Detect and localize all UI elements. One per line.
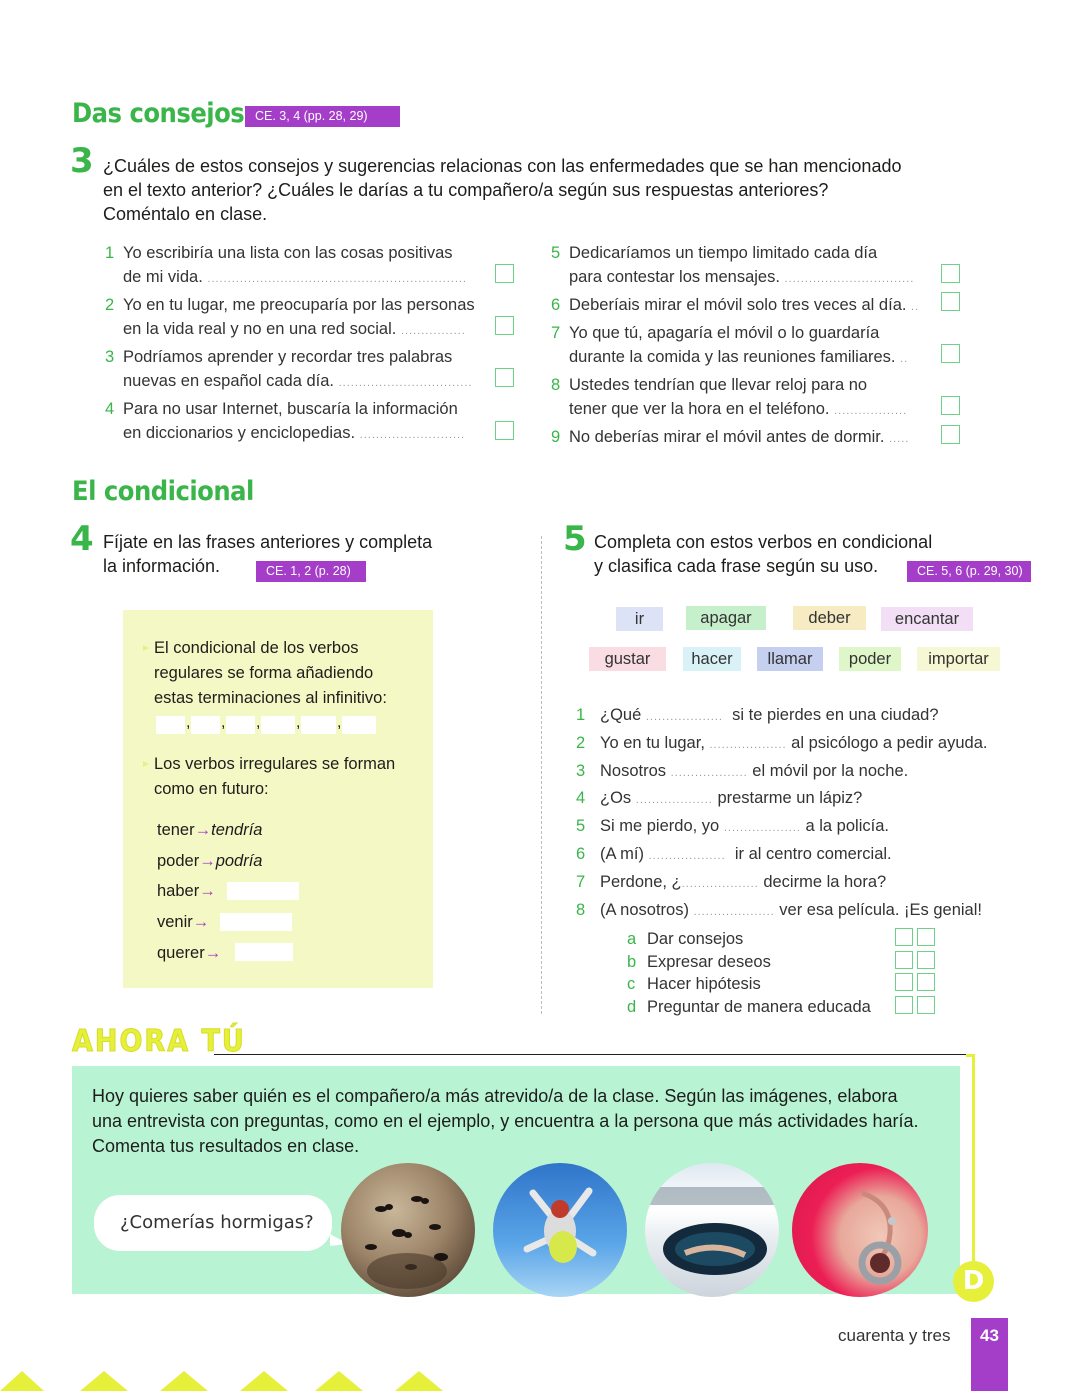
use-list bbox=[627, 928, 897, 1018]
verb-row: poder→podría bbox=[157, 852, 263, 870]
ice-swim-photo bbox=[645, 1163, 779, 1297]
verb-chip-gustar: gustar bbox=[589, 647, 666, 671]
speech-bubble: ¿Comerías hormigas? bbox=[94, 1195, 332, 1251]
ce-badge-4: CE. 1, 2 (p. 28) bbox=[256, 561, 366, 582]
verb-blank-haber[interactable] bbox=[227, 882, 299, 900]
use-item: c Hacer hipótesis bbox=[627, 975, 761, 994]
verb-row: haber→ bbox=[157, 882, 216, 900]
sentence: 1 ¿Qué ................... si te pierdes en una ciudad? bbox=[576, 706, 939, 724]
checkbox-2[interactable] bbox=[495, 316, 514, 335]
arrow-icon: → bbox=[194, 821, 212, 839]
grammar-box: ► El condicional de los verbos regulares se forma añadiendo estas terminaciones al infinitivo: , , , , , ► Los verbos irregulares se forman como en futuro: tener→tendría poder→podría haber→ venir→ querer→ bbox=[123, 610, 433, 988]
ahora-instructions: Hoy quieres saber quién es el compañero/a más atrevido/a de la clase. Según las imágenes, elabora una entrevista con preguntas, como en el ejemplo, y encuentra a la persona que más actividades haría. Comenta tus resultados en clase. bbox=[92, 1086, 919, 1156]
list-item: 7 Yo que tú, apagaría el móvil o lo guardaría durante la comida y las reuniones familiares. .. bbox=[551, 324, 909, 366]
use-item: d Preguntar de manera educada bbox=[627, 997, 871, 1016]
ahora-underline bbox=[214, 1054, 975, 1055]
verb-chip-importar: importar bbox=[917, 647, 1000, 671]
use-item: b Expresar deseos bbox=[627, 952, 771, 971]
verb-row: tener→tendría bbox=[157, 821, 263, 839]
checkbox-8[interactable] bbox=[941, 396, 960, 415]
unit-letter-badge: D bbox=[953, 1261, 994, 1302]
use-c-box-2[interactable] bbox=[917, 973, 935, 991]
use-b-box-1[interactable] bbox=[895, 951, 913, 969]
sentence: 2 Yo en tu lugar, ................... al psicólogo a pedir ayuda. bbox=[576, 733, 988, 752]
list-item: 8 Ustedes tendrían que llevar reloj para no tener que ver la hora en el teléfono. .................. bbox=[551, 376, 908, 418]
list-item: 6 Deberíais mirar el móvil solo tres veces al día. .. bbox=[551, 296, 920, 314]
piercing-photo bbox=[792, 1163, 928, 1297]
grammar-rule-regular: El condicional de los verbos regulares se forma añadiendo estas terminaciones al infinitivo: bbox=[154, 639, 387, 707]
decorative-triangles bbox=[0, 1371, 480, 1391]
list-item: 2 Yo en tu lugar, me preocuparía por las personas en la vida real y no en una red social. ................ bbox=[105, 296, 475, 338]
verb-chip-apagar: apagar bbox=[686, 606, 766, 630]
arrow-icon: → bbox=[192, 913, 210, 931]
use-d-box-2[interactable] bbox=[917, 996, 935, 1014]
exercise-number-4: 4 bbox=[70, 519, 94, 559]
checkbox-6[interactable] bbox=[941, 292, 960, 311]
ending-blank-1[interactable] bbox=[156, 716, 185, 734]
use-d-box-1[interactable] bbox=[895, 996, 913, 1014]
checkbox-5[interactable] bbox=[941, 264, 960, 283]
checkbox-7[interactable] bbox=[941, 344, 960, 363]
verb-blank-querer[interactable] bbox=[235, 943, 293, 961]
arrow-icon: → bbox=[204, 944, 222, 962]
verb-chip-poder: poder bbox=[839, 647, 901, 671]
arrow-icon: → bbox=[199, 852, 216, 870]
bullet-icon: ► bbox=[141, 643, 151, 654]
verb-chip-encantar: encantar bbox=[881, 607, 973, 631]
exercise-3-instruction: ¿Cuáles de estos consejos y sugerencias relacionas con las enfermedades que se han mencionado en el texto anterior? ¿Cuáles le darías a tu compañero/a según sus respuestas anteriores? Coméntalo en clase. bbox=[103, 156, 902, 224]
sentence: 8 (A nosotros) .................... ver esa película. ¡Es genial! bbox=[576, 900, 982, 919]
checkbox-9[interactable] bbox=[941, 425, 960, 444]
section-title-condicional: El condicional bbox=[72, 476, 254, 507]
ending-blank-4[interactable] bbox=[261, 716, 295, 734]
exercise-5-instruction: Completa con estos verbos en condicional y clasifica cada frase según su uso. bbox=[594, 532, 933, 576]
ce-badge-5: CE. 5, 6 (p. 29, 30) bbox=[907, 561, 1031, 582]
list-item: 4 Para no usar Internet, buscaría la información en diccionarios y enciclopedias. .......................... bbox=[105, 400, 466, 442]
grammar-rule-irregular: Los verbos irregulares se forman como en futuro: bbox=[154, 755, 396, 798]
list-item: 9 No deberías mirar el móvil antes de dormir. ..... bbox=[551, 428, 910, 446]
page-number: 43 bbox=[971, 1318, 1008, 1391]
exercise-number-3: 3 bbox=[70, 141, 94, 181]
section-title-consejos: Das consejos bbox=[72, 98, 245, 129]
bullet-icon: ► bbox=[141, 759, 151, 770]
checkbox-3[interactable] bbox=[495, 368, 514, 387]
ahora-frame bbox=[966, 1054, 975, 1294]
sentence: 5 Si me pierdo, yo ................... a la policía. bbox=[576, 817, 889, 836]
checkbox-4[interactable] bbox=[495, 421, 514, 440]
verb-chip-hacer: hacer bbox=[683, 647, 741, 671]
exercise-number-5: 5 bbox=[563, 519, 587, 559]
use-item: a Dar consejos bbox=[627, 930, 744, 948]
verb-blank-venir[interactable] bbox=[220, 913, 292, 931]
verb-chip-llamar: llamar bbox=[757, 647, 823, 671]
ending-blank-2[interactable] bbox=[191, 716, 220, 734]
ending-blank-3[interactable] bbox=[226, 716, 255, 734]
sentence: 7 Perdone, ¿................... decirme la hora? bbox=[576, 872, 887, 891]
use-a-box-1[interactable] bbox=[895, 928, 913, 946]
verb-row: querer→ bbox=[157, 944, 222, 962]
ahora-tu-title: AHORA TÚ bbox=[72, 1024, 246, 1059]
ahora-panel bbox=[72, 1066, 960, 1294]
ending-blank-5[interactable] bbox=[301, 716, 336, 734]
verb-chip-ir: ir bbox=[616, 607, 663, 631]
sentence: 3 Nosotros ................... el móvil por la noche. bbox=[576, 761, 909, 780]
use-b-box-2[interactable] bbox=[917, 951, 935, 969]
checkbox-1[interactable] bbox=[495, 264, 514, 283]
ending-blank-6[interactable] bbox=[342, 716, 376, 734]
use-a-box-2[interactable] bbox=[917, 928, 935, 946]
skydiving-photo bbox=[493, 1163, 627, 1297]
list-item: 1 Yo escribiría una lista con las cosas positivas de mi vida. ................................................................ bbox=[105, 244, 467, 286]
list-item: 3 Podríamos aprender y recordar tres palabras nuevas en español cada día. ................................. bbox=[105, 348, 473, 390]
ce-badge-3: CE. 3, 4 (pp. 28, 29) bbox=[245, 106, 400, 127]
arrow-icon: → bbox=[199, 882, 216, 900]
verb-row: venir→ bbox=[157, 913, 210, 931]
sentence: 4 ¿Os ................... prestarme un lápiz? bbox=[576, 789, 863, 808]
ants-photo bbox=[341, 1163, 475, 1297]
page-number-words: cuarenta y tres bbox=[838, 1326, 951, 1345]
column-divider bbox=[541, 536, 542, 1014]
list-item: 5 Dedicaríamos un tiempo limitado cada día para contestar los mensajes. ................................ bbox=[551, 244, 915, 286]
verb-chip-deber: deber bbox=[793, 606, 866, 630]
exercise-4-instruction: Fíjate en las frases anteriores y completa la información. bbox=[103, 532, 433, 576]
sentence-list bbox=[576, 703, 1026, 925]
sentence: 6 (A mí) ................... ir al centro comercial. bbox=[576, 844, 892, 863]
use-c-box-1[interactable] bbox=[895, 973, 913, 991]
